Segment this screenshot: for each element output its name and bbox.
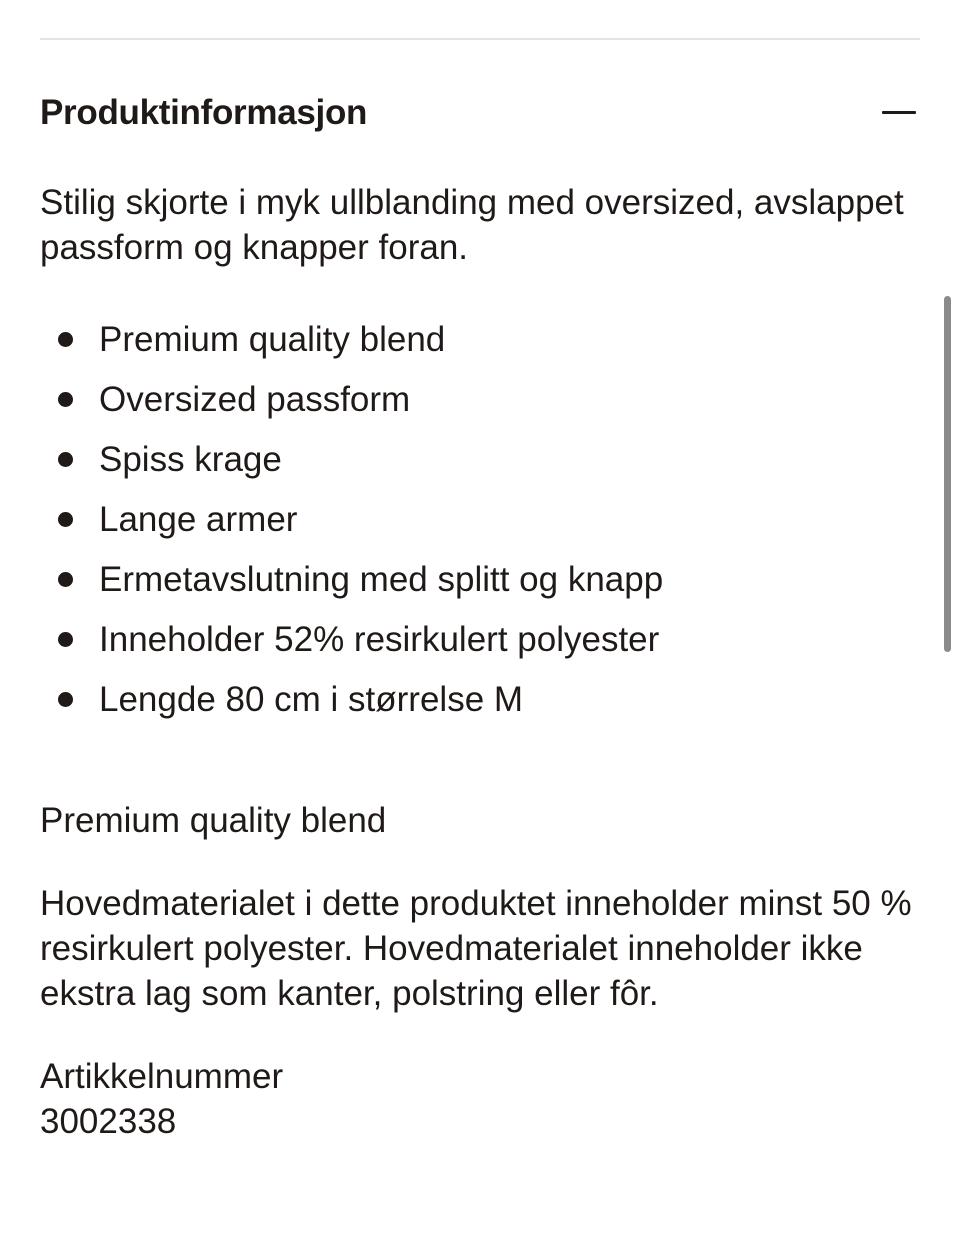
- bullet-icon: [58, 572, 73, 587]
- feature-item: [40, 490, 920, 550]
- feature-text: Inneholder 52% resirkulert polyester: [99, 620, 660, 659]
- feature-text: Oversized passform: [99, 380, 411, 419]
- feature-item: [40, 550, 920, 610]
- bullet-icon: [58, 512, 73, 527]
- feature-item: [40, 430, 920, 490]
- bullet-icon: [58, 452, 73, 467]
- bullet-icon: [58, 692, 73, 707]
- scrollbar-thumb[interactable]: [944, 296, 951, 652]
- collapse-button[interactable]: [880, 93, 920, 133]
- feature-text: Lengde 80 cm i størrelse M: [99, 680, 524, 719]
- feature-item: [40, 310, 920, 370]
- bullet-icon: [58, 632, 73, 647]
- accordion-header-product-info[interactable]: [40, 86, 920, 140]
- feature-item: [40, 670, 920, 730]
- material-heading: Premium quality blend: [40, 801, 387, 840]
- product-info-content: [40, 180, 920, 1144]
- top-divider: [40, 38, 920, 40]
- feature-text: Premium quality blend: [99, 320, 446, 359]
- feature-item: [40, 370, 920, 430]
- feature-list: [40, 310, 920, 730]
- feature-text: Lange armer: [99, 500, 298, 539]
- bullet-icon: [58, 332, 73, 347]
- feature-text: Spiss krage: [99, 440, 282, 479]
- product-description: Stilig skjorte i myk ullblanding med oversized, avslappet passform og knapper foran.: [40, 183, 904, 267]
- material-description: Hovedmaterialet i dette produktet inneholder minst 50 % resirkulert polyester. Hovedmaterialet inneholder ikke ekstra lag som kanter, polstring eller fôr.: [40, 884, 912, 1013]
- bullet-icon: [58, 392, 73, 407]
- feature-item: [40, 610, 920, 670]
- feature-text: Ermetavslutning med splitt og knapp: [99, 560, 664, 599]
- article-number-value: 3002338: [40, 1102, 177, 1141]
- minus-icon[interactable]: [882, 111, 916, 114]
- article-number-label: Artikkelnummer: [40, 1057, 284, 1096]
- section-title: Produktinformasjon: [40, 93, 368, 132]
